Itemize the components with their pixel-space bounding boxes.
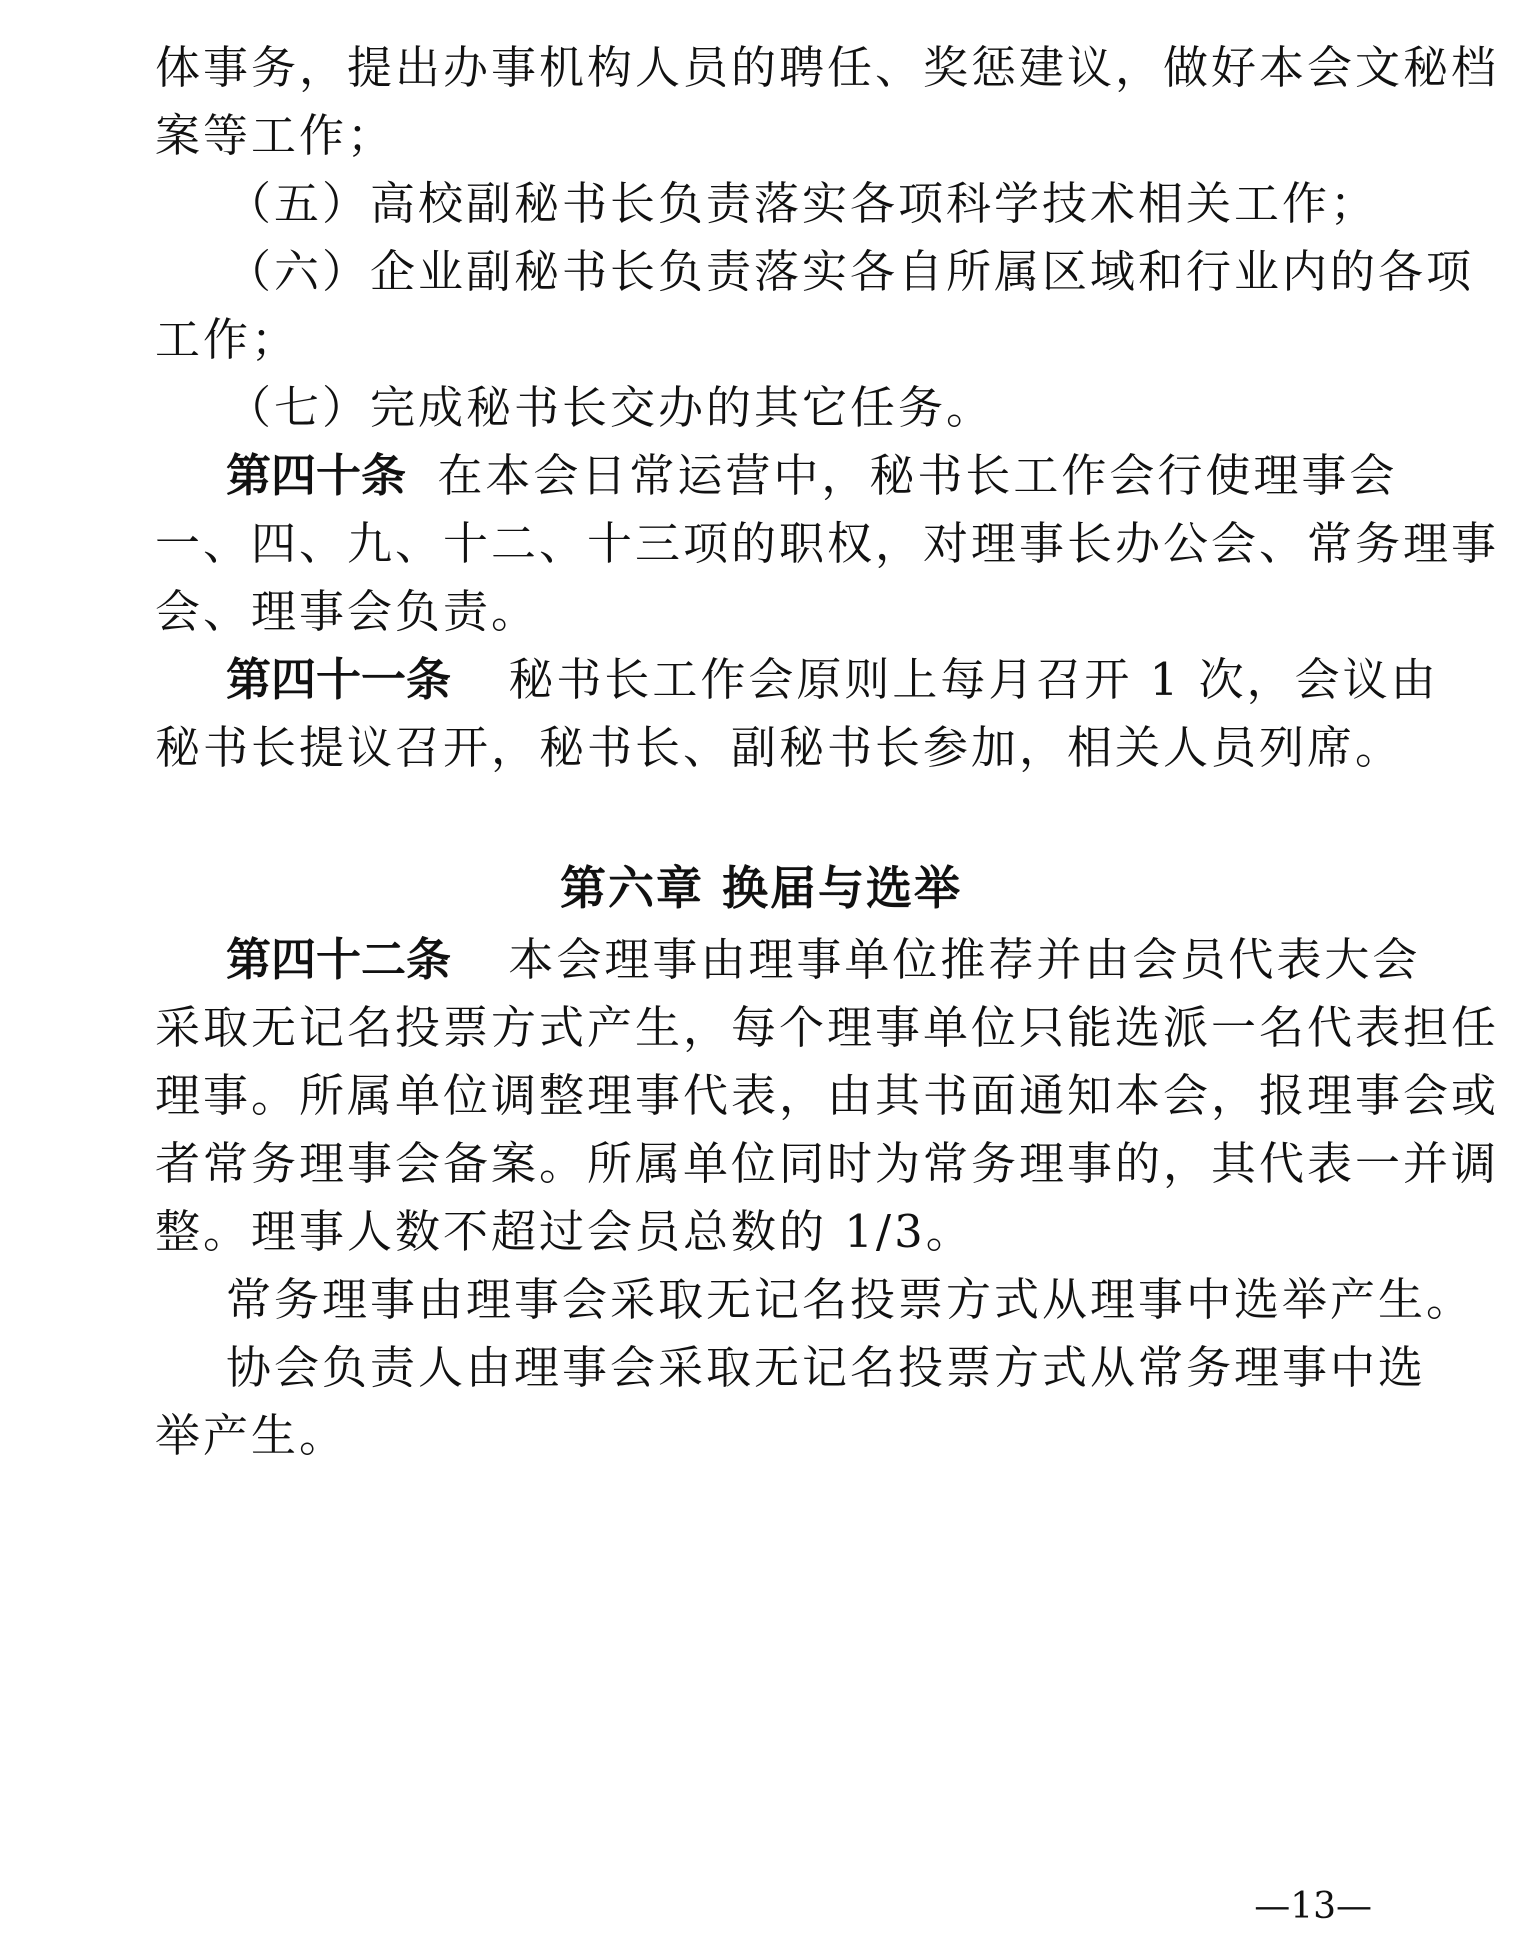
standing-director-paragraph: 常务理事由理事会采取无记名投票方式从理事中选举产生。 [226, 1273, 1475, 1326]
article-41-first-line [226, 650, 1439, 710]
leader-paragraph-line: 协会负责人由理事会采取无记名投票方式从常务理事中选 [226, 1341, 1427, 1394]
body-line: 工作； [155, 313, 300, 366]
article-41-text: 秘书长工作会原则上每月召开 1 次，会议由 [508, 653, 1439, 706]
article-42-text: 本会理事由理事单位推荐并由会员代表大会 [508, 933, 1421, 986]
body-line: 会、理事会负责。 [155, 585, 540, 638]
list-item-five: （五）高校副秘书长负责落实各项科学技术相关工作； [226, 177, 1379, 230]
article-42-label: 第四十二条 [226, 933, 452, 986]
body-line: 案等工作； [155, 109, 396, 162]
article-41-label: 第四十一条 [226, 653, 452, 706]
body-line: 采取无记名投票方式产生，每个理事单位只能选派一名代表担任 [155, 1001, 1500, 1054]
body-line: 秘书长提议召开，秘书长、副秘书长参加，相关人员列席。 [155, 721, 1404, 774]
chapter-heading: 第六章 换届与选举 [559, 861, 962, 915]
list-item-seven: （七）完成秘书长交办的其它任务。 [226, 381, 995, 434]
article-42-first-line [226, 930, 1421, 990]
body-line: 理事。所属单位调整理事代表，由其书面通知本会，报理事会或 [155, 1069, 1500, 1122]
article-40-text: 在本会日常运营中，秘书长工作会行使理事会 [437, 449, 1398, 502]
page-number: —13— [1254, 1886, 1372, 1927]
body-line: 举产生。 [155, 1409, 348, 1462]
list-item-six: （六）企业副秘书长负责落实各自所属区域和行业内的各项 [226, 245, 1475, 298]
body-line: 整。理事人数不超过会员总数的 1/3。 [155, 1205, 974, 1258]
article-40-label: 第四十条 [226, 449, 407, 502]
body-line: 一、四、九、十二、十三项的职权，对理事长办公会、常务理事 [155, 517, 1500, 570]
body-line: 体事务，提出办事机构人员的聘任、奖惩建议，做好本会文秘档 [155, 41, 1500, 94]
article-40-first-line [226, 446, 1398, 506]
body-line: 者常务理事会备案。所属单位同时为常务理事的，其代表一并调 [155, 1137, 1500, 1190]
